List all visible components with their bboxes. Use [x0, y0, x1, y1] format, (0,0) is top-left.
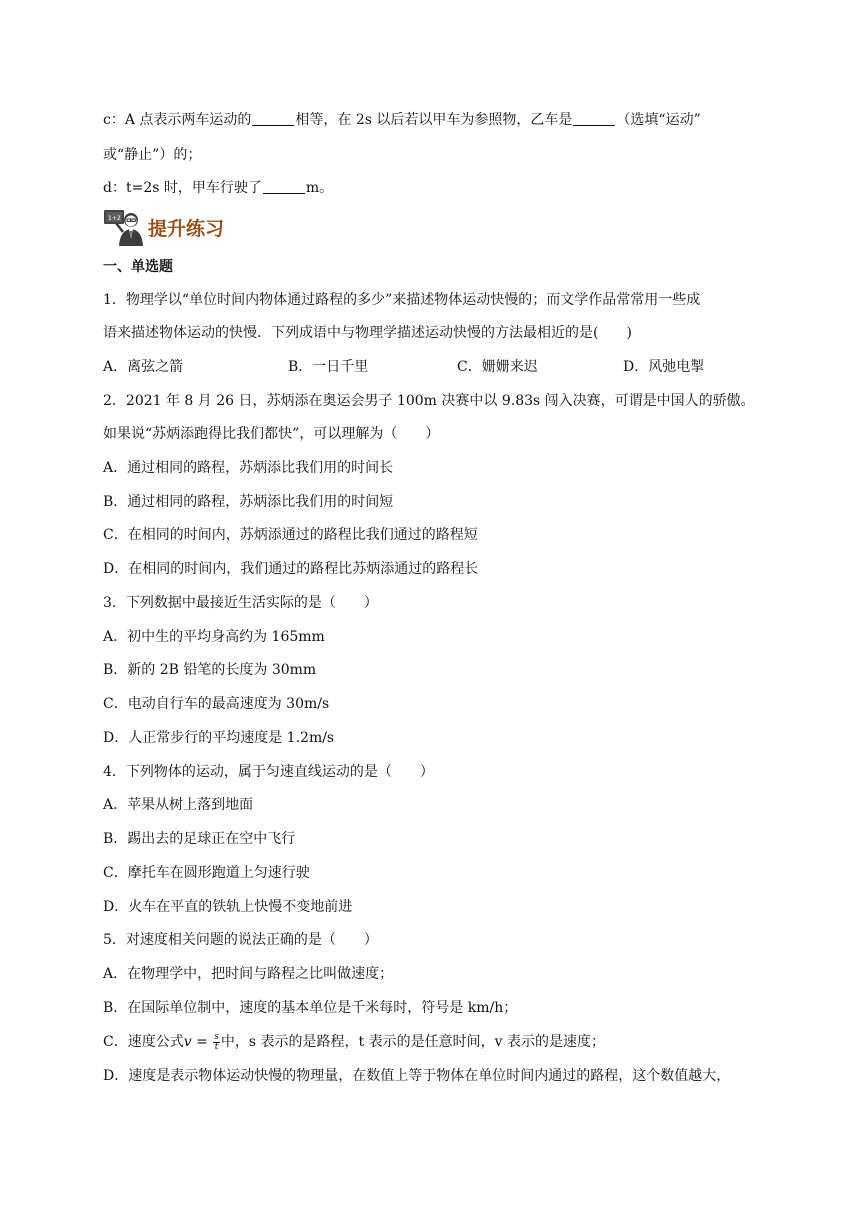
text-fragment: （选填“运动”: [616, 112, 701, 128]
question-line: [103, 178, 333, 198]
speed-formula-fraction: [213, 1033, 220, 1052]
question-text: 4．下列物体的运动，属于匀速直线运动的是（ ）: [103, 764, 434, 780]
text-fragment: m。: [305, 180, 334, 196]
teacher-blackboard-icon: [103, 208, 145, 246]
option-c: C．姗姗来迟: [457, 359, 538, 375]
text-fragment: C．速度公式: [103, 1034, 184, 1050]
option-c: C．电动自行车的最高速度为 30m/s: [103, 696, 330, 712]
section-heading: 一、单选题: [103, 259, 173, 275]
option-b: B．一日千里: [288, 359, 369, 375]
fraction-numerator: s: [214, 1031, 219, 1042]
option-a: A．在物理学中，把时间与路程之比叫做速度；: [103, 966, 394, 982]
option-a: A．离弦之箭: [103, 359, 184, 375]
option-b: B．通过相同的路程，苏炳添比我们用的时间短: [103, 494, 394, 510]
option-b: B．在国际单位制中，速度的基本单位是千米每时，符号是 km/h；: [103, 1000, 518, 1016]
question-line: 或“静止”）的；: [103, 147, 202, 163]
answer-blank: [263, 179, 305, 194]
option-a: A．苹果从树上落到地面: [103, 797, 254, 813]
text-fragment: 中，s 表示的是路程，t 表示的是任意时间，v 表示的是速度；: [220, 1034, 605, 1050]
option-b: B．新的 2B 铅笔的长度为 30mm: [103, 662, 317, 678]
option-d: D．在相同的时间内，我们通过的路程比苏炳添通过的路程长: [103, 561, 479, 577]
question-line: [103, 110, 701, 130]
fraction-denominator: t: [214, 1041, 219, 1052]
answer-blank: [573, 111, 615, 126]
option-d: D．人正常步行的平均速度是 1.2m/s: [103, 730, 335, 746]
option-c: C．摩托车在圆形跑道上匀速行驶: [103, 865, 310, 881]
option-c: C．在相同的时间内，苏炳添通过的路程比我们通过的路程短: [103, 527, 478, 543]
option-d: D．速度是表示物体运动快慢的物理量，在数值上等于物体在单位时间内通过的路程，这个数值越大，: [103, 1068, 731, 1084]
question-text: 5．对速度相关问题的说法正确的是（ ）: [103, 932, 378, 948]
answer-blank: [252, 111, 294, 126]
section-banner-title: 提升练习: [148, 217, 225, 240]
question-text: 语来描述物体运动的快慢．下列成语中与物理学描述运动快慢的方法最相近的是( ): [103, 325, 632, 341]
option-d: D．火车在平直的铁轨上快慢不变地前进: [103, 899, 353, 915]
question-text: 如果说“苏炳添跑得比我们都快”，可以理解为（ ）: [103, 426, 440, 442]
question-text: 1．物理学以“单位时间内物体通过路程的多少”来描述物体运动快慢的；而文学作品常常用一些成: [103, 292, 701, 308]
option-b: B．踢出去的足球正在空中飞行: [103, 831, 296, 847]
option-a: A．初中生的平均身高约为 165mm: [103, 629, 325, 645]
option-d: D．风弛电掣: [623, 359, 705, 375]
option-c: [103, 1032, 605, 1052]
text-fragment: d：t=2s 时，甲车行驶了: [103, 180, 262, 196]
formula-equals: =: [191, 1034, 213, 1050]
question-text: 2．2021 年 8 月 26 日，苏炳添在奥运会男子 100m 决赛中以 9.83s 闯入决赛，可谓是中国人的骄傲。: [103, 393, 755, 409]
option-a: A．通过相同的路程，苏炳添比我们用的时间长: [103, 460, 394, 476]
question-text: 3．下列数据中最接近生活实际的是（ ）: [103, 595, 378, 611]
text-fragment: 相等，在 2s 以后若以甲车为参照物，乙车是: [295, 112, 573, 128]
text-fragment: c：A 点表示两车运动的: [103, 112, 252, 128]
formula-v: v: [183, 1034, 192, 1050]
svg-text:1+2: 1+2: [108, 215, 121, 222]
section-banner: [103, 207, 224, 247]
